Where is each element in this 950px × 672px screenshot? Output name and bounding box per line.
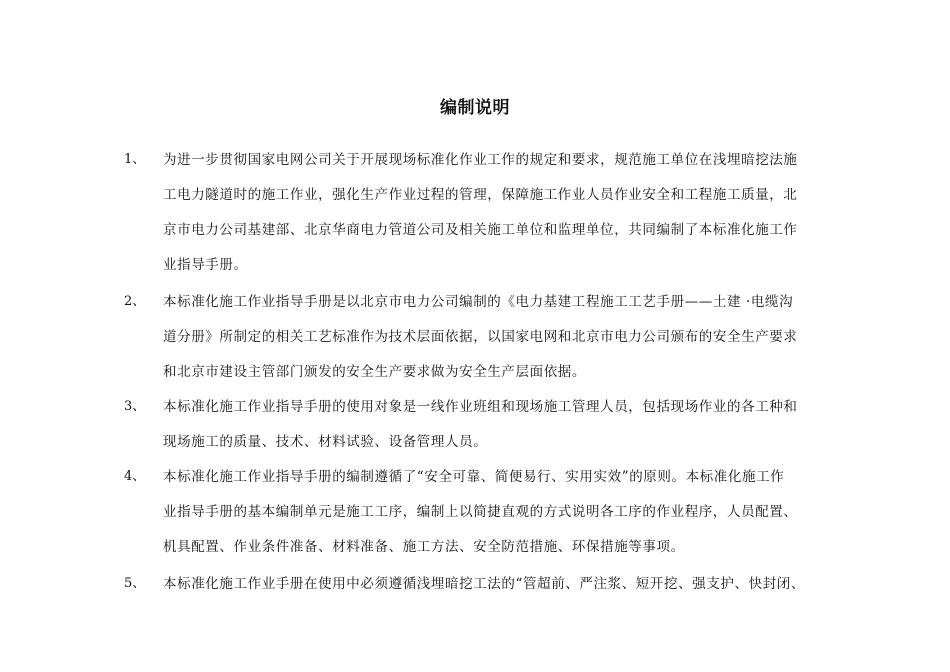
paragraph-line: 本标准化施工作业手册在使用中必须遵循浅埋暗挖工法的“管超前、严注浆、短开挖、强支护、快封闭、 bbox=[163, 576, 805, 592]
paragraph-line: 本标准化施工作业指导手册的编制遵循了“安全可靠、简便易行、实用实效”的原则。本标准化施工作 bbox=[163, 469, 785, 485]
item-number: 4、 bbox=[124, 469, 146, 484]
item-number: 3、 bbox=[124, 399, 146, 414]
paragraph-line: 业指导手册。 bbox=[163, 257, 248, 273]
paragraph-line: 业指导手册的基本编制单元是施工工序，编制上以简捷直观的方式说明各工序的作业程序，人员配置、 bbox=[163, 504, 798, 520]
page-title: 编制说明 bbox=[440, 98, 510, 118]
item-number: 2、 bbox=[124, 294, 146, 309]
paragraph-line: 道分册》所制定的相关工艺标准作为技术层面依据，以国家电网和北京市电力公司颁布的安全生产要求 bbox=[163, 329, 798, 345]
item-number: 5、 bbox=[124, 576, 146, 591]
paragraph-line: 和北京市建设主管部门颁发的安全生产要求做为安全生产层面依据。 bbox=[163, 364, 586, 380]
paragraph-line: 本标准化施工作业指导手册的使用对象是一线作业班组和现场施工管理人员，包括现场作业的各工种和 bbox=[163, 399, 798, 415]
paragraph-line: 现场施工的质量、技术、材料试验、设备管理人员。 bbox=[163, 434, 488, 450]
paragraph-line: 工电力隧道时的施工作业，强化生产作业过程的管理，保障施工作业人员作业安全和工程施工质量，北 bbox=[163, 187, 798, 203]
paragraph-line: 机具配置、作业条件准备、材料准备、施工方法、安全防范措施、环保措施等事项。 bbox=[163, 539, 685, 555]
paragraph-line: 京市电力公司基建部、北京华商电力管道公司及相关施工单位和监理单位，共同编制了本标准化施工作 bbox=[163, 222, 798, 238]
paragraph-line: 为进一步贯彻国家电网公司关于开展现场标准化作业工作的规定和要求，规范施工单位在浅埋暗挖法施 bbox=[163, 152, 798, 168]
item-number: 1、 bbox=[124, 152, 146, 167]
paragraph-line: 本标准化施工作业指导手册是以北京市电力公司编制的《电力基建工程施工工艺手册——土建 ·电缆沟 bbox=[163, 294, 794, 310]
